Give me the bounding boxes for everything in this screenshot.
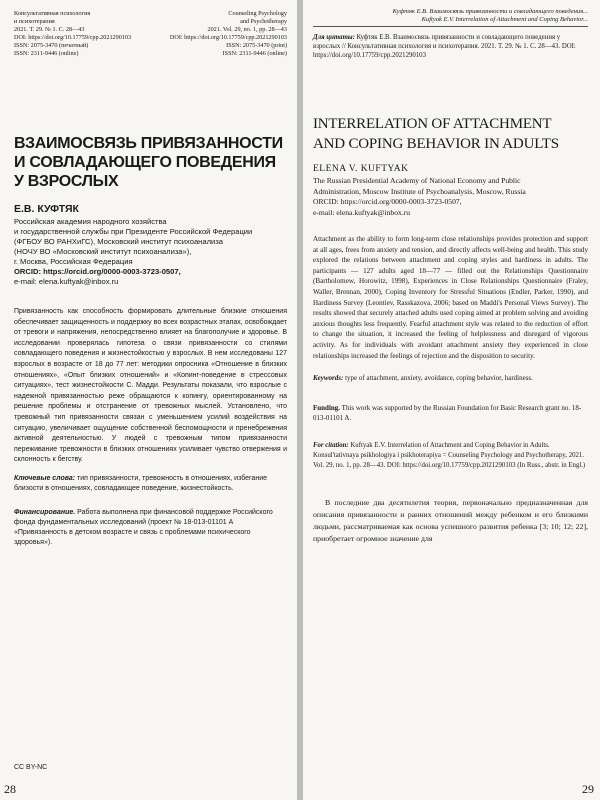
author-name-en: ELENA V. KUFTYAK (313, 164, 409, 174)
citation-en (313, 441, 588, 471)
left-page-header (14, 10, 287, 58)
keywords-ru-label: Ключевые слова: (14, 474, 76, 482)
body-text-ru: В последние два десятилетия теория, первоначально предназначенная для описания привязанности и ранних отношений между ребенком и его близкими людьми, рассматриваемая как основа успешного развития ребенка [3; 10; 12; 22], приобретает огромное значение для (313, 498, 588, 544)
header-divider (313, 26, 588, 27)
orcid-ru[interactable]: ORCID: https://orcid.org/0000-0003-3723-0507, (14, 267, 181, 276)
keywords-en-label: Keywords: (313, 374, 344, 383)
funding-en (313, 403, 588, 423)
article-title-ru: ВЗАИМОСВЯЗЬ ПРИВЯЗАННОСТИ И СОВЛАДАЮЩЕГО ПОВЕДЕНИЯ У ВЗРОСЛЫХ (14, 135, 283, 190)
funding-ru (14, 508, 287, 548)
right-page-header: Куфтяк Е.В. Взаимосвязь привязанности и совладающего поведения... Kuftyak E.V. Interrelation of Attachment and Coping Behavior... (392, 8, 588, 23)
left-page (0, 0, 297, 800)
funding-en-text: This work was supported by the Russian Foundation for Basic Research grant no. 18-013-01101 A. (313, 404, 582, 423)
funding-ru-label: Финансирование. (14, 508, 76, 516)
page-number-left: 28 (4, 782, 16, 796)
page-number-right: 29 (582, 782, 594, 796)
abstract-ru: Привязанность как способность формировать длительные близкие отношения обеспечивает защищенность и поддержку во всех возрастных этапах, освобождает от тревоги и напряжения, непосредственно влияет на благополучие и здоровье. В исследовании проверялась гипотеза о связи привязанности со стилями совладающего поведения и жизнестойкостью у взрослых. В нем исследованы 127 взрослых в возрасте от 18 до 77 лет: методики опросника «Отношение в близких отношениях», «Опыт близких отношений» и «Копинг-поведение в стрессовых ситуациях», тест жизнестойкости С. Мадди. Результаты показали, что взрослые с надежной привязанностью реже обращаются к копингу, ориентированному на решение проблемы и отстранение от тревожных мыслей. Установлено, что тревожный тип привязанности связан с уменьшением усилий воздействия на ситуацию, увеличивает ощущение собственной беспомощности и пренебрежения активной деятельностью. У людей с тревожным типом привязанности переживание тревожности в близких отношениях усиливает чувство отвержения и склонность к бегству. (14, 308, 287, 464)
article-title-en: INTERRELATION OF ATTACHMENT AND COPING BEHAVIOR IN ADULTS (313, 116, 559, 152)
abstract-en: Attachment as the ability to form long-term close relationships provides protection and support at all ages, frees from anxiety and tension, and directly affects well-being and health. This study explored the relations between attachment and coping styles and hardiness in adults. The participants — 127 adults aged 18—77 — filled out the Relationships Questionnaire (Bartholomew, Horowitz, 1998), Experiences in Close Relationships Questionnaire (Fraley, Waller, Brennan, 2000), Coping Inventory for Stressful Situations (Endler, Parker, 1990), and Hardiness Survey (Leontiev, Rasskazova, 2006; based on Maddi's Personal Views Survey). The results showed that securely attached adults used coping aimed at problem solving and avoiding anxious thoughts less frequently. Fearful attachment style was related to the reduction of effort to change the situation, it increased the feeling of helplessness and disregard of vigorous activity. As for individuals with avoidant attachment anxiety they experienced in close relationships increased the feelings of rejection and the disposition to security. (313, 235, 588, 360)
email-ru[interactable]: e-mail: elena.kuftyak@inbox.ru (14, 277, 119, 286)
funding-ru-text: Работа выполнена при финансовой поддержке Российского фонда фундаментальных исследований (проект № 18-013-01101 А «Привязанность в детском возрасте и связь с проблемами психического здоровья»). (14, 508, 273, 546)
header-journal-en: Counseling Psychology and Psychotherapy 2021. Vol. 29, no. 1, pp. 28—43 DOI: https://doi.org/10.17759/cpp.2021290103 ISSN: 2075-3470 (print) ISSN: 2311-9446 (online) (169, 10, 287, 57)
citation-en-label: For citation: (313, 442, 349, 450)
license-label: CC BY-NC (14, 764, 48, 771)
affiliation-en: The Russian Presidential Academy of National Economy and Public Administration, Moscow Institute of Psychoanalysis, Moscow, Russia ORCID: https://orcid.org/0000-0003-3723-0507, e-mail: elena.kuftyak@inbox.ru (313, 176, 526, 217)
citation-ru-text: Куфтяк Е.В. Взаимосвязь привязанности и совладающего поведения у взрослых // Консультативная психология и психотерапия. 2021. Т. 29. № 1. С. 28—43. DOI: https://doi.org/10.17759/cpp.2021290103 (313, 34, 576, 59)
keywords-en (313, 373, 588, 383)
keywords-ru (14, 474, 287, 494)
keywords-ru-text: тип привязанности, тревожность в отношениях, избегание близости в отношениях, совладающее поведение, жизнестойкость. (14, 474, 268, 492)
header-journal-ru: Консультативная психология и психотерапия 2021. Т. 29. № 1. С. 28—43 DOI: https://doi.org/10.17759/cpp.2021290103 ISSN: 2075-3470 (печатный) ISSN: 2311-9446 (online) (14, 10, 132, 57)
citation-en-text: Kuftyak E.V. Interrelation of Attachment and Coping Behavior in Adults. Konsul'tativnaya psikhologiya i psikhoterapiya = Counseling Psychology and Psychotherapy, 2021. Vol. 29, no. 1, pp. 28—43. DOI: https://doi.org/10.17759/cpp.2021290103 (In Russ., abstr. in Engl.) (313, 442, 586, 470)
citation-ru (313, 33, 588, 60)
affiliation-ru (14, 217, 287, 287)
keywords-en-text: type of attachment, anxiety, avoidance, coping behavior, hardiness. (345, 374, 533, 383)
funding-en-label: Funding. (313, 404, 341, 413)
citation-ru-label: Для цитаты: (313, 34, 355, 41)
affiliation-ru-text: Российская академия народного хозяйства и государственной службы при Президенте Российской Федерации (ФГБОУ ВО РАНХиГС), Московский институт психоанализа (НОЧУ ВО «Московский институт психоанализа»), г. Москва, Российская Федерация (14, 217, 253, 266)
author-name-ru: Е.В. КУФТЯК (14, 203, 79, 215)
right-page (303, 0, 600, 800)
